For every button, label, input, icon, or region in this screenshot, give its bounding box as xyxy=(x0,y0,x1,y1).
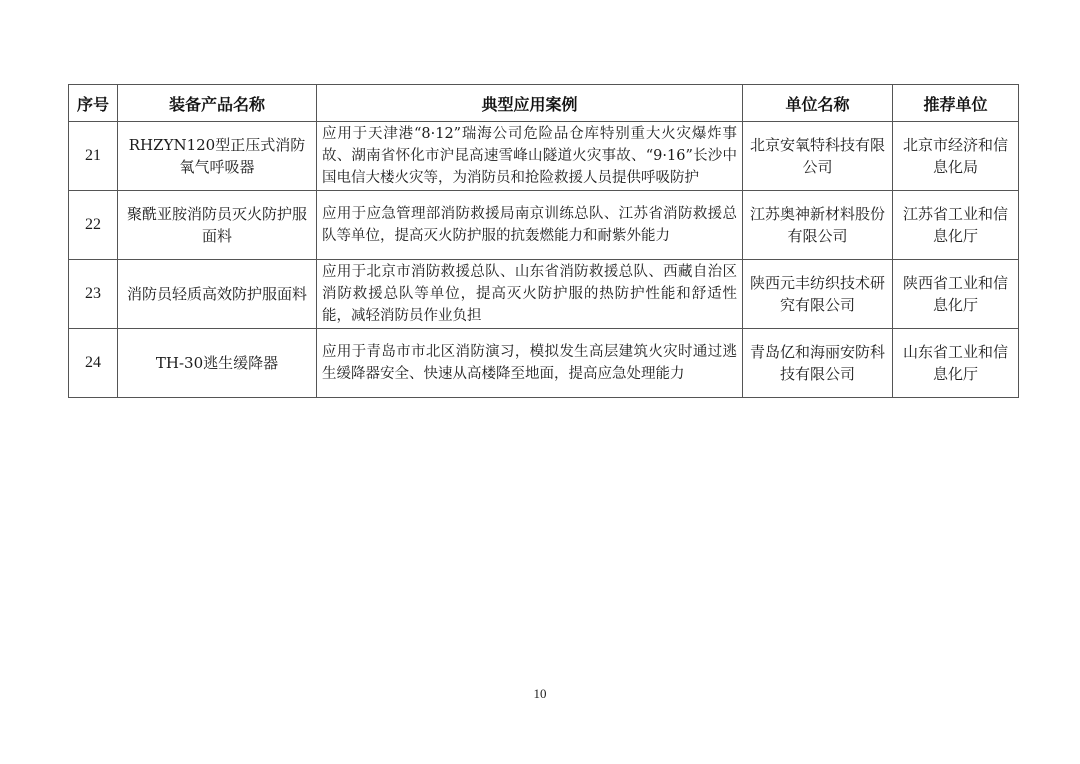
row-index: 22 xyxy=(69,191,118,260)
row-recommender: 江苏省工业和信息化厅 xyxy=(893,191,1019,260)
row-product: TH-30逃生缓降器 xyxy=(118,329,317,398)
row-case: 应用于天津港“8·12”瑞海公司危险品仓库特别重大火灾爆炸事故、湖南省怀化市沪昆高速雪峰山隧道火灾事故、“9·16”长沙中国电信大楼火灾等，为消防员和抢险救援人员提供呼吸防护 xyxy=(317,122,743,191)
row-index: 23 xyxy=(69,260,118,329)
row-product: 聚酰亚胺消防员灭火防护服面料 xyxy=(118,191,317,260)
header-application-case: 典型应用案例 xyxy=(317,85,743,122)
page-number: 10 xyxy=(533,686,547,701)
header-index: 序号 xyxy=(69,85,118,122)
row-recommender: 山东省工业和信息化厅 xyxy=(893,329,1019,398)
table-row xyxy=(69,191,1019,260)
row-recommender: 陕西省工业和信息化厅 xyxy=(893,260,1019,329)
row-company: 北京安氧特科技有限公司 xyxy=(743,122,893,191)
table-row xyxy=(69,260,1019,329)
row-company: 江苏奥神新材料股份有限公司 xyxy=(743,191,893,260)
row-product: RHZYN120型正压式消防氧气呼吸器 xyxy=(118,122,317,191)
row-company: 陕西元丰纺织技术研究有限公司 xyxy=(743,260,893,329)
header-company-name: 单位名称 xyxy=(743,85,893,122)
row-case: 应用于青岛市市北区消防演习，模拟发生高层建筑火灾时通过逃生缓降器安全、快速从高楼降至地面，提高应急处理能力 xyxy=(317,329,743,398)
row-index: 21 xyxy=(69,122,118,191)
header-recommender: 推荐单位 xyxy=(893,85,1019,122)
row-product: 消防员轻质高效防护服面料 xyxy=(118,260,317,329)
table-row xyxy=(69,329,1019,398)
row-company: 青岛亿和海丽安防科技有限公司 xyxy=(743,329,893,398)
header-product-name: 装备产品名称 xyxy=(118,85,317,122)
row-case: 应用于北京市消防救援总队、山东省消防救援总队、西藏自治区消防救援总队等单位，提高灭火防护服的热防护性能和舒适性能，减轻消防员作业负担 xyxy=(317,260,743,329)
table-header-row xyxy=(69,85,1019,122)
equipment-table xyxy=(68,84,1019,398)
row-recommender: 北京市经济和信息化局 xyxy=(893,122,1019,191)
table-row xyxy=(69,122,1019,191)
row-case: 应用于应急管理部消防救援局南京训练总队、江苏省消防救援总队等单位，提高灭火防护服的抗轰燃能力和耐紫外能力 xyxy=(317,191,743,260)
row-index: 24 xyxy=(69,329,118,398)
